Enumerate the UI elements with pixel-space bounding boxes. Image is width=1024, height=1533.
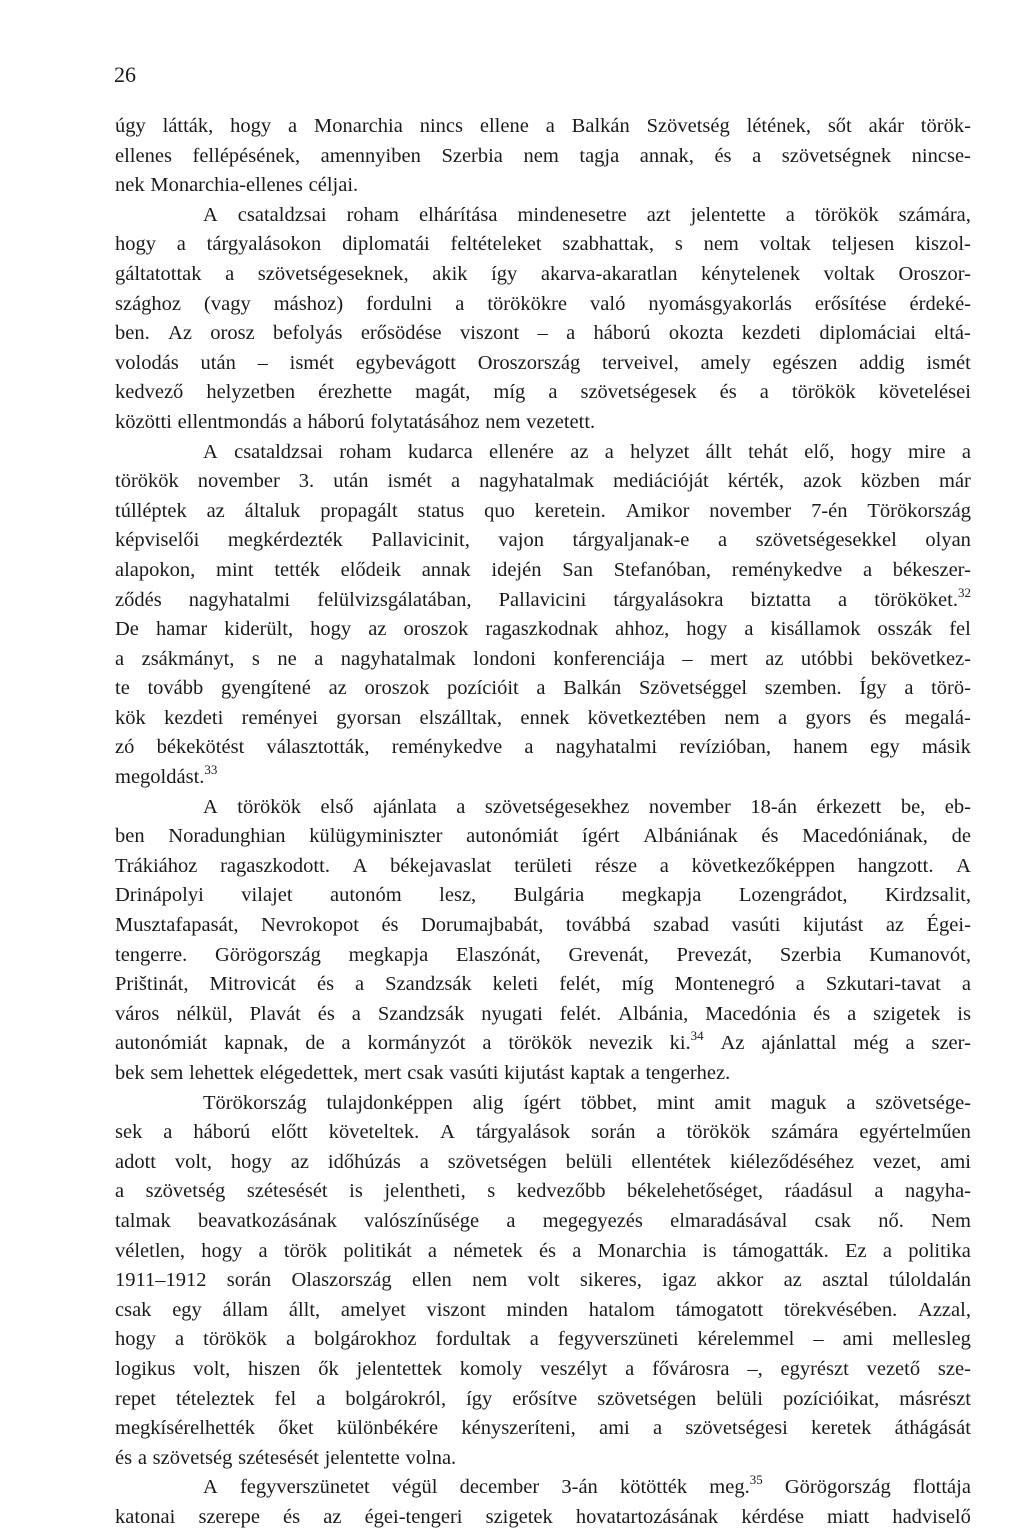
text-line: gáltatottak a szövetségeseknek, akik így akarva-akaratlan kénytelenek voltak Oroszor- — [115, 262, 971, 285]
footnote-ref: 34 — [690, 1028, 704, 1044]
text-line: alapokon, mint tették elődeik annak idején San Stefanóban, reménykedve a békeszer- — [115, 558, 971, 581]
text-line: logikus volt, hiszen ők jelentettek komoly veszélyt a fővárosra –, egyrészt vezető sze- — [115, 1357, 971, 1380]
footnote-ref: 35 — [749, 1472, 763, 1488]
text-line: véletlen, hogy a török politikát a németek és a Monarchia is támogatták. Ez a politika — [115, 1239, 971, 1262]
text-line: Prištinát, Mitrovicát és a Szandzsák keleti felét, míg Montenegró a Szkutari-tavat a — [115, 973, 971, 996]
body-text — [115, 112, 971, 1533]
text-line: ellenes fellépésének, amennyiben Szerbia nem tagja annak, és a szövetségnek nincse- — [115, 144, 971, 167]
text-line: A törökök első ajánlata a szövetségesekhez november 18-án érkezett be, eb- — [203, 795, 971, 818]
text-line: képviselői megkérdezték Pallavicinit, vajon tárgyaljanak-e a szövetségesekkel olyan — [115, 529, 971, 552]
text-line: megoldást.$^{33}$ — [115, 762, 218, 789]
text-line: hogy a törökök a bolgárokhoz fordultak a fegyverszüneti kérelemmel – ami mellesleg — [115, 1328, 971, 1351]
text-line: Drinápolyi vilajet autonóm lesz, Bulgária megkapja Lozengrádot, Kirdzsalit, — [115, 884, 971, 907]
text-line: De hamar kiderült, hogy az oroszok ragaszkodnak ahhoz, hogy a kisállamok osszák fel — [115, 618, 971, 641]
text-line: autonómiát kapnak, de a kormányzót a törökök nevezik ki.$^{34}$ Az ajánlattal még a szer- — [115, 1028, 971, 1055]
text-line: Musztafapasát, Nevrokopot és Dorumajbabát, továbbá szabad vasúti kijutást az Égei- — [115, 914, 971, 937]
text-line: A fegyverszünetet végül december 3-án kötötték meg.$^{35}$ Görögország flottája — [203, 1472, 971, 1499]
text-line: repet tételeztek fel a bolgárokról, így erősítve szövetségen belüli pozícióikat, másrészt — [115, 1387, 971, 1410]
text-line: túlléptek az általuk propagált status quo keretein. Amikor november 7-én Törökország — [115, 499, 971, 522]
text-line: talmak beavatkozásának valószínűsége a megegyezés elmaradásával csak nő. Nem — [115, 1209, 971, 1232]
text-line: A csataldzsai roham elhárítása mindenesetre azt jelentette a törökök számára, — [203, 203, 971, 226]
text-line: és a szövetség szétesését jelentette volna. — [115, 1446, 457, 1469]
text-line: város nélkül, Plavát és a Szandzsák nyugati felét. Albánia, Macedónia és a szigetek is — [115, 1002, 971, 1025]
text-line: Törökország tulajdonképpen alig ígért többet, mint amit maguk a szövetsége- — [203, 1091, 971, 1114]
text-line: sek a háború előtt követeltek. A tárgyalások során a törökök számára egyértelműen — [115, 1121, 971, 1144]
text-line: te tovább gyengítené az oroszok pozícióit a Balkán Szövetséggel szemben. Így a törö- — [115, 677, 971, 700]
text-line: ben. Az orosz befolyás erősödése viszont – a háború okozta kezdeti diplomáciai eltá- — [115, 322, 971, 345]
footnote-ref: 32 — [957, 584, 971, 600]
text-line: ben Noradunghian külügyminiszter autonómiát ígért Albániának és Macedóniának, de — [115, 825, 971, 848]
text-line: a szövetség szétesését is jelentheti, s kedvezőbb békelehetőséget, ráadásul a nagyha- — [115, 1180, 971, 1203]
text-line: kedvező helyzetben érezhette magát, míg a szövetségesek és a törökök követelései — [115, 381, 971, 404]
text-line: hogy a tárgyalásokon diplomatái feltételeket szabhattak, s nem voltak teljesen kiszol- — [115, 233, 971, 256]
text-line: szághoz (vagy máshoz) fordulni a törökökre való nyomásgyakorlás erősítése érdeké- — [115, 292, 971, 315]
text-line: 1911–1912 során Olaszország ellen nem volt sikeres, igaz akkor az asztal túloldalán — [115, 1269, 971, 1292]
text-line: ződés nagyhatalmi felülvizsgálatában, Pallavicini tárgyalásokra biztatta a törököket.$^{32}$ — [115, 584, 971, 611]
text-line: nek Monarchia-ellenes céljai. — [115, 174, 359, 197]
text-line: megkísérelhették őket különbékére kényszeríteni, ami a szövetségesi keretek áthágását — [115, 1417, 971, 1440]
text-line: csak egy állam állt, amelyet viszont minden hatalom támogatott törekvésében. Azzal, — [115, 1298, 971, 1321]
text-line: tengerre. Görögország megkapja Elaszónát, Grevenát, Prevezát, Szerbia Kumanovót, — [115, 943, 971, 966]
text-line: adott volt, hogy az időhúzás a szövetségen belüli ellentétek kiéleződéséhez vezet, ami — [115, 1150, 971, 1173]
text-line: bek sem lehettek elégedettek, mert csak vasúti kijutást kaptak a tengerhez. — [115, 1062, 731, 1084]
text-line: volodás után – ismét egybevágott Oroszország terveivel, amely egészen addig ismét — [115, 351, 971, 374]
text-line: törökök november 3. után ismét a nagyhatalmak mediációját kérték, azok közben már — [115, 470, 971, 493]
text-line: A csataldzsai roham kudarca ellenére az a helyzet állt tehát elő, hogy mire a — [203, 440, 971, 463]
text-line: katonai szerepe és az égei-tengeri szigetek hovatartozásának kérdése miatt hadviselő — [115, 1505, 971, 1528]
text-line: zó békekötést választották, reménykedve a nagyhatalmi revízióban, hanem egy másik — [115, 736, 971, 759]
page-number: 26 — [114, 62, 136, 87]
text-line: Trákiához ragaszkodott. A békejavaslat területi része a következőképpen hangzott. A — [115, 854, 971, 877]
footnote-ref: 33 — [204, 762, 218, 778]
text-line: kök kezdeti reményei gyorsan elszálltak, ennek következtében nem a gyors és megalá- — [115, 706, 971, 729]
text-line: közötti ellentmondás a háború folytatásához nem vezetett. — [115, 410, 596, 433]
text-line: úgy látták, hogy a Monarchia nincs ellene a Balkán Szövetség létének, sőt akár török- — [115, 115, 971, 137]
text-line: a zsákmányt, s ne a nagyhatalmak londoni konferenciája – mert az utóbbi bekövetkez- — [115, 647, 971, 670]
